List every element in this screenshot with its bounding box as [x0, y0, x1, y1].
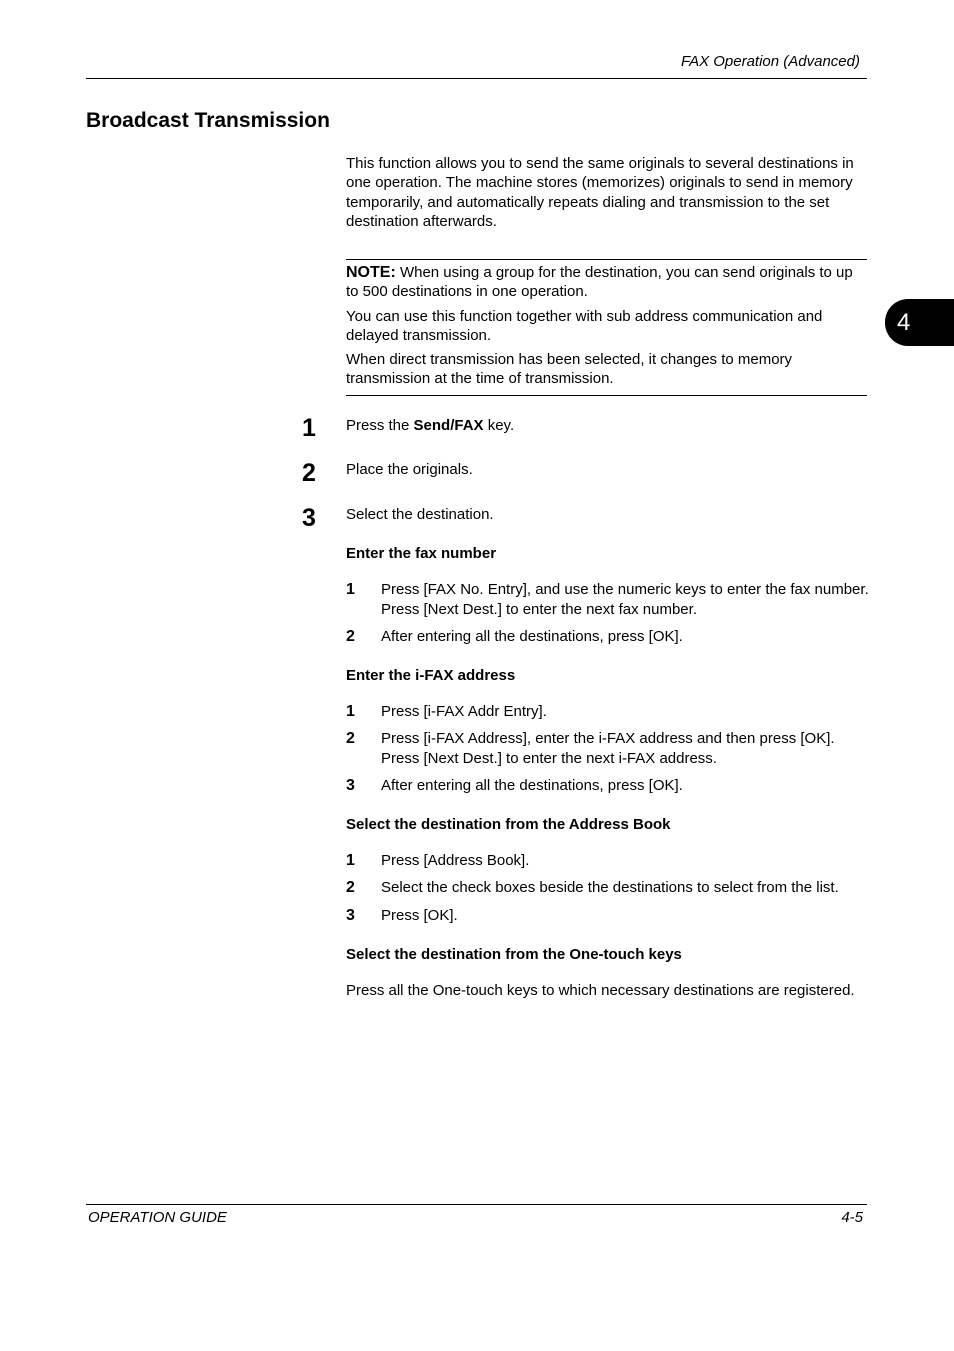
fax-number-heading: Enter the fax number — [346, 545, 497, 562]
ifax-step-1 — [346, 702, 871, 722]
address-book-step-2 — [346, 878, 871, 898]
sub-step-text: Press [i-FAX Address], enter the i-FAX address and then press [OK]. Press [Next Dest.] to enter the next i-FAX address. — [381, 730, 835, 767]
send-fax-key-label: Send/FAX — [413, 417, 484, 434]
chapter-tab — [885, 299, 954, 346]
step-text-2: Place the originals. — [346, 461, 473, 478]
footer-page-number: 4-5 — [841, 1209, 863, 1226]
sub-step-number: 1 — [346, 703, 355, 720]
fax-number-step-2 — [346, 627, 871, 647]
step-number-1: 1 — [302, 414, 316, 442]
sub-step-number: 1 — [346, 852, 355, 869]
step-text-3: Select the destination. — [346, 506, 494, 523]
step-text-1 — [346, 417, 514, 434]
sub-step-text: Press [OK]. — [381, 907, 458, 924]
note-paragraph-3: When direct transmission has been selected, it changes to memory transmission at the time of transmission. — [346, 351, 793, 388]
footer-rule — [86, 1204, 867, 1205]
note-text-1: When using a group for the destination, you can send originals to up to 500 destinations in one operation. — [346, 264, 853, 301]
sub-step-number: 3 — [346, 907, 355, 924]
note-paragraph-2: You can use this function together with sub address communication and delayed transmission. — [346, 307, 823, 344]
step-number-2: 2 — [302, 459, 316, 487]
sub-step-text: After entering all the destinations, press [OK]. — [381, 777, 683, 794]
ifax-step-3 — [346, 776, 871, 796]
step-number-3: 3 — [302, 504, 316, 532]
note-paragraph-1 — [346, 263, 867, 302]
sub-step-text: After entering all the destinations, press [OK]. — [381, 628, 683, 645]
one-touch-heading: Select the destination from the One-touch keys — [346, 946, 682, 963]
sub-step-text: Press [i-FAX Addr Entry]. — [381, 703, 547, 720]
section-title: Broadcast Transmission — [86, 109, 330, 132]
ifax-address-heading: Enter the i-FAX address — [346, 667, 516, 684]
sub-step-text: Press [FAX No. Entry], and use the numeric keys to enter the fax number. Press [Next Dest.] to enter the next fax number. — [381, 581, 869, 618]
sub-step-text: Select the check boxes beside the destinations to select from the list. — [381, 879, 839, 896]
running-header: FAX Operation (Advanced) — [681, 53, 860, 70]
fax-number-step-1 — [346, 580, 871, 620]
header-rule — [86, 78, 867, 79]
note-box — [346, 259, 867, 396]
step-1-suffix: key. — [483, 417, 515, 434]
sub-step-number: 2 — [346, 730, 355, 747]
address-book-step-1 — [346, 851, 871, 871]
sub-step-number: 1 — [346, 581, 355, 598]
chapter-number: 4 — [897, 308, 911, 336]
footer-guide-name: OPERATION GUIDE — [88, 1209, 227, 1226]
address-book-heading: Select the destination from the Address Book — [346, 816, 671, 833]
note-label: NOTE: — [346, 264, 396, 281]
intro-paragraph: This function allows you to send the same originals to several destinations in one operation. The machine stores (memorizes) originals to send in memory temporarily, and automatically repeats dialing and transmission to the set destination afterwards. — [346, 155, 854, 230]
sub-step-number: 2 — [346, 628, 355, 645]
ifax-step-2 — [346, 729, 871, 769]
sub-step-number: 3 — [346, 777, 355, 794]
sub-step-text: Press [Address Book]. — [381, 852, 530, 869]
sub-step-number: 2 — [346, 879, 355, 896]
one-touch-text: Press all the One-touch keys to which necessary destinations are registered. — [346, 982, 855, 999]
step-1-prefix: Press the — [346, 417, 414, 434]
address-book-step-3 — [346, 906, 871, 926]
